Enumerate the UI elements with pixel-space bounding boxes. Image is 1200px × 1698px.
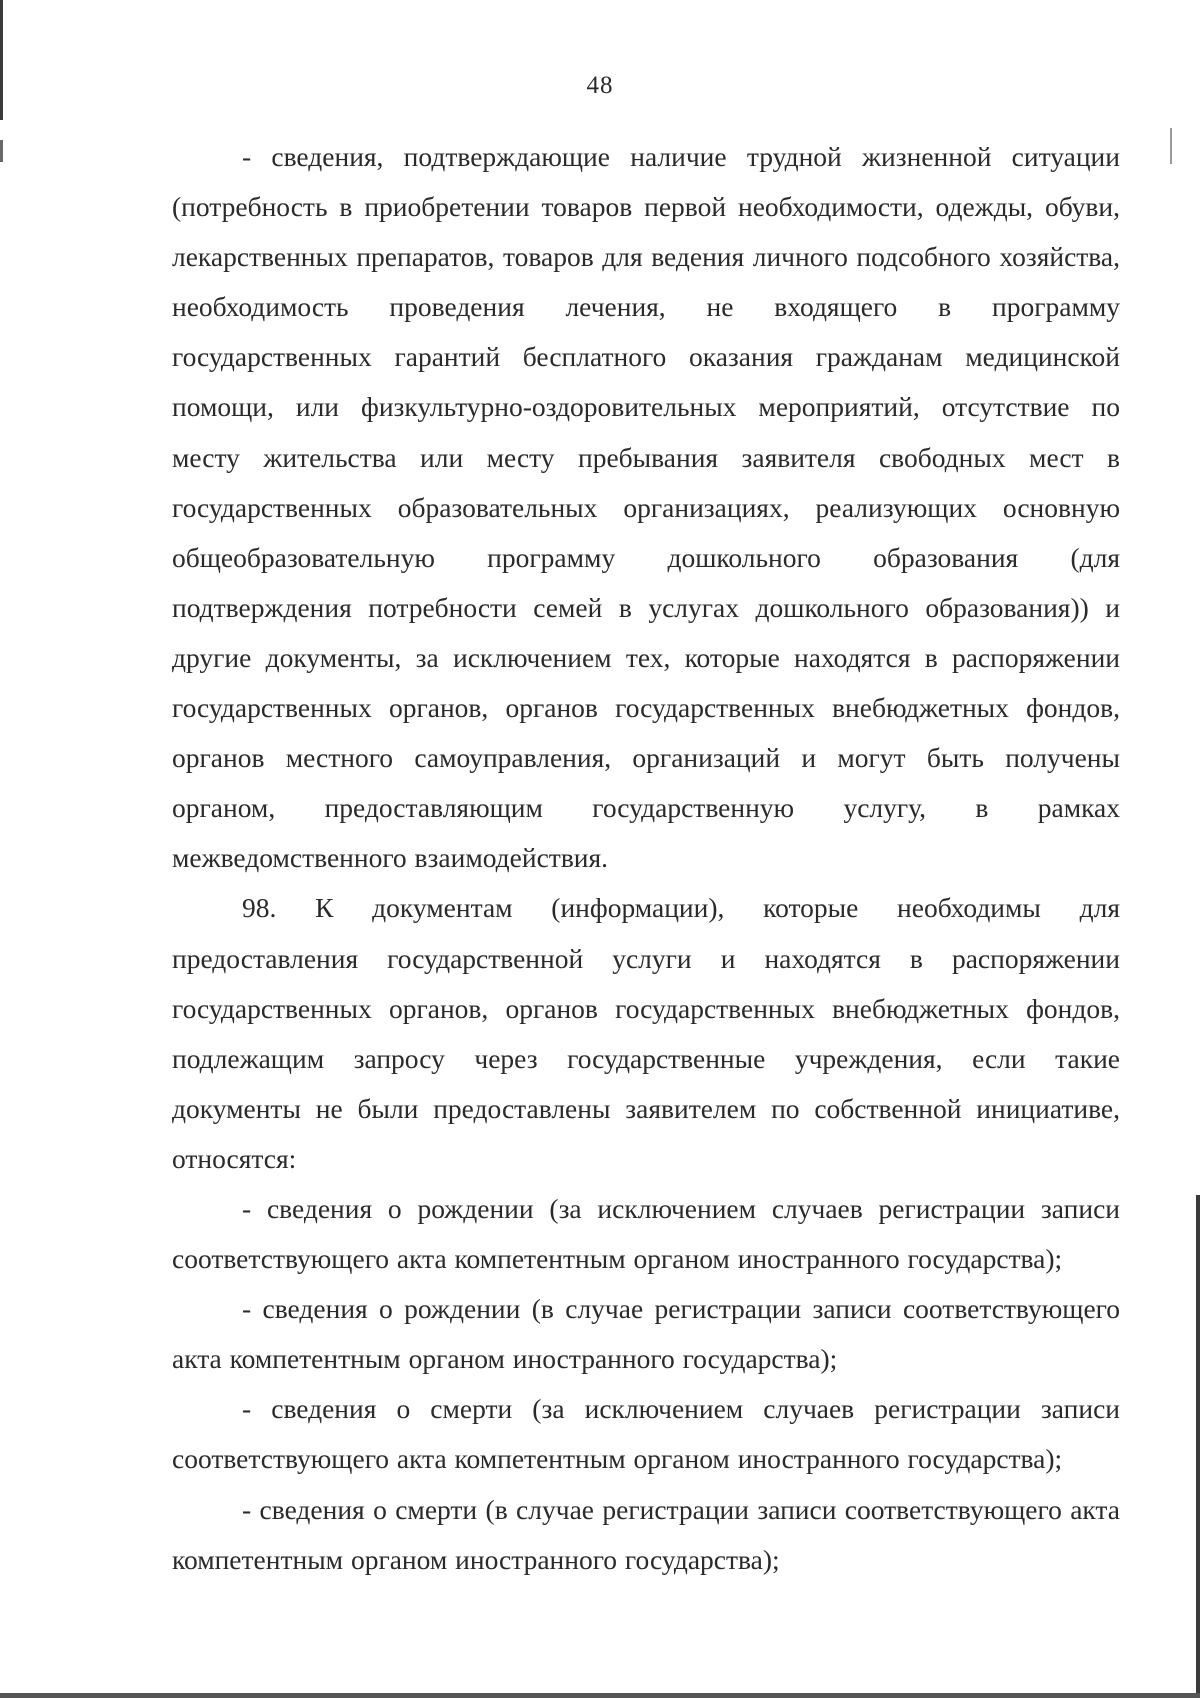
scan-edge-right xyxy=(1196,1195,1200,1698)
list-item-birth-domestic: - сведения о рождении (за исключением случаев регистрации записи соответствующего акта компетентным органом иностранного государства); xyxy=(172,1192,1120,1275)
scan-edge-left-mark xyxy=(0,140,3,162)
paragraph-98: 98. К документам (информации), которые необходимы для предоставления государственной услуги и находятся в распоряжении государственных органов, органов государственных внебюджетных фондов, подлежащим запросу через государственные учреждения, если такие документы не были предоставлены заявителем по собственной инициативе, относятся: xyxy=(172,892,1120,1174)
list-item-death-foreign: - сведения о смерти (в случае регистрации записи соответствующего акта компетентным органом иностранного государства); xyxy=(172,1493,1120,1575)
scan-edge-bottom xyxy=(0,1693,1200,1698)
list-item-birth-foreign: - сведения о рождении (в случае регистрации записи соответствующего акта компетентным органом иностранного государства); xyxy=(172,1293,1120,1375)
paragraph-hardship-info: - сведения, подтверждающие наличие трудной жизненной ситуации (потребность в приобретении товаров первой необходимости, одежды, обуви, лекарственных препаратов, товаров для ведения личного подсобного хозяйства, необходимость проведения лечения, не входящего в программу государственных гарантий бесплатного оказания гражданам медицинской помощи, или физкультурно-оздоровительных мероприятий, отсутствие по месту жительства или месту пребывания заявителя свободных мест в государственных образовательных организациях, реализующих основную общеобразовательную программу дошкольного образования (для подтверждения потребности семей в услугах дошкольного образования)) и другие документы, за исключением тех, которые находятся в распоряжении государственных органов, органов государственных внебюджетных фондов, органов местного самоуправления, организаций и могут быть получены органом, предоставляющим государственную услугу, в рамках межведомственного взаимодействия. xyxy=(172,141,1120,874)
scan-edge-left xyxy=(0,0,3,120)
page-number: 48 xyxy=(586,72,614,99)
scan-edge-right-mark xyxy=(1170,128,1172,164)
document-body xyxy=(172,132,1120,1585)
list-item-death-domestic: - сведения о смерти (за исключением случаев регистрации записи соответствующего акта компетентным органом иностранного государства); xyxy=(172,1393,1120,1475)
